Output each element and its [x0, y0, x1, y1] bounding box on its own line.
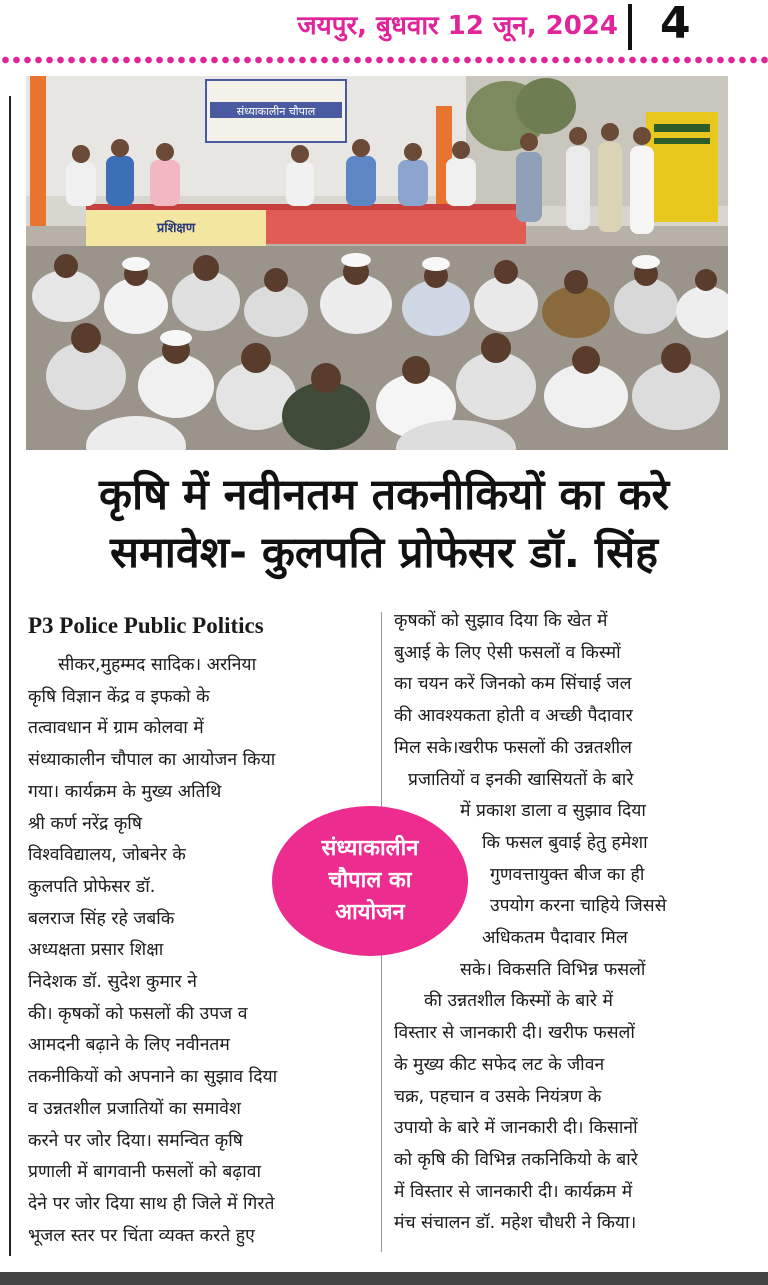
article-line: बुआई के लिए ऐसी फसलों व किस्मों [394, 642, 621, 663]
article-line: तत्वावधान में ग्राम कोलवा में [28, 718, 204, 739]
article-line: कृषकों को सुझाव दिया कि खेत में [394, 611, 608, 631]
bottom-bar [0, 1272, 768, 1285]
badge-line-1: संध्याकालीन [321, 836, 419, 861]
article-line: प्रणाली में बागवानी फसलों को बढ़ावा [28, 1162, 262, 1183]
article-line: के मुख्य कीट सफेद लट के जीवन [394, 1054, 605, 1075]
article-line: गया। कार्यक्रम के मुख्य अतिथि [28, 781, 222, 802]
headline-line-1: कृषि में नवीनतम तकनीकियों का करे [98, 470, 670, 520]
byline: P3 Police Public Politics [28, 613, 264, 638]
badge-line-2: चौपाल का [328, 868, 412, 893]
article-line: संध्याकालीन चौपाल का आयोजन किया [28, 750, 276, 771]
article-line: अधिकतम पैदावार मिल [482, 928, 628, 949]
article-line: में विस्तार से जानकारी दी। कार्यक्रम में [394, 1181, 633, 1202]
article-line: में प्रकाश डाला व सुझाव दिया [460, 801, 646, 822]
article-line: बलराज सिंह रहे जबकि [28, 908, 175, 929]
article-line: विश्वविद्यालय, जोबनेर के [28, 845, 186, 866]
dotted-divider [0, 54, 768, 66]
article-line: उपयोग करना चाहिये जिससे [490, 896, 667, 917]
article-line: की उन्नतशील किस्मों के बारे में [424, 991, 613, 1012]
event-photo-illustration [26, 76, 728, 450]
article-line: अध्यक्षता प्रसार शिक्षा [28, 940, 164, 961]
article-line: प्रजातियों व इनकी खासियतों के बारे [408, 769, 634, 790]
article-line: विस्तार से जानकारी दी। खरीफ फसलों [394, 1023, 635, 1044]
headline-line-2: समावेश- कुलपति प्रोफेसर डॉ. सिंह [110, 528, 658, 578]
article-line: को कृषि की विभिन्न तकनिकियो के बारे [394, 1149, 638, 1170]
article-line: की आवश्यकता होती व अच्छी पैदावार [394, 706, 633, 727]
article-line: कुलपति प्रोफेसर डॉ. [28, 876, 156, 897]
article-line: की। कृषकों को फसलों की उपज व [28, 1003, 248, 1024]
article-line: मंच संचालन डॉ. महेश चौधरी ने किया। [394, 1213, 637, 1234]
masthead-divider [628, 4, 632, 50]
article-line: सीकर,मुहम्मद सादिक। अरनिया [58, 655, 257, 675]
article-line: करने पर जोर दिया। समन्वित कृषि [28, 1130, 243, 1151]
article-line: गुणवत्तायुक्त बीज का ही [490, 864, 645, 885]
photo-stage-banner: प्रशिक्षण [156, 221, 196, 236]
event-badge [272, 806, 468, 956]
article-line: देने पर जोर दिया साथ ही जिले में गिरते [28, 1193, 275, 1214]
badge-line-3: आयोजन [335, 900, 405, 925]
article-line: व उन्नतशील प्रजातियों का समावेश [28, 1098, 241, 1119]
photo-banner-title: संध्याकालीन चौपाल [236, 105, 316, 118]
article-line: श्री कर्ण नरेंद्र कृषि [28, 813, 142, 834]
article-line: कृषि विज्ञान केंद्र व इफको के [28, 686, 210, 707]
masthead [0, 0, 768, 58]
article-line: कि फसल बुवाई हेतु हमेशा [482, 832, 648, 853]
article-line: निदेशक डॉ. सुदेश कुमार ने [28, 972, 197, 993]
article-line: का चयन करें जिनको कम सिंचाई जल [394, 674, 632, 695]
article-line: आमदनी बढ़ाने के लिए नवीनतम [28, 1035, 230, 1056]
article-line: तकनीकियों को अपनाने का सुझाव दिया [28, 1067, 278, 1088]
article-line: उपायो के बारे में जानकारी दी। किसानों [394, 1118, 638, 1139]
page-number: 4 [660, 0, 691, 49]
event-photo [26, 76, 728, 450]
headline [20, 466, 748, 582]
article-line: सके। विकसति विभिन्न फसलों [460, 959, 646, 980]
article-line: चक्र, पहचान व उसके नियंत्रण के [394, 1086, 602, 1107]
left-margin-rule [9, 96, 11, 1256]
article-line: भूजल स्तर पर चिंता व्यक्त करते हुए [28, 1225, 255, 1246]
dateline: जयपुर, बुधवार 12 जून, 2024 [297, 11, 618, 41]
article-line: मिल सके।खरीफ फसलों की उन्नतशील [394, 737, 633, 758]
